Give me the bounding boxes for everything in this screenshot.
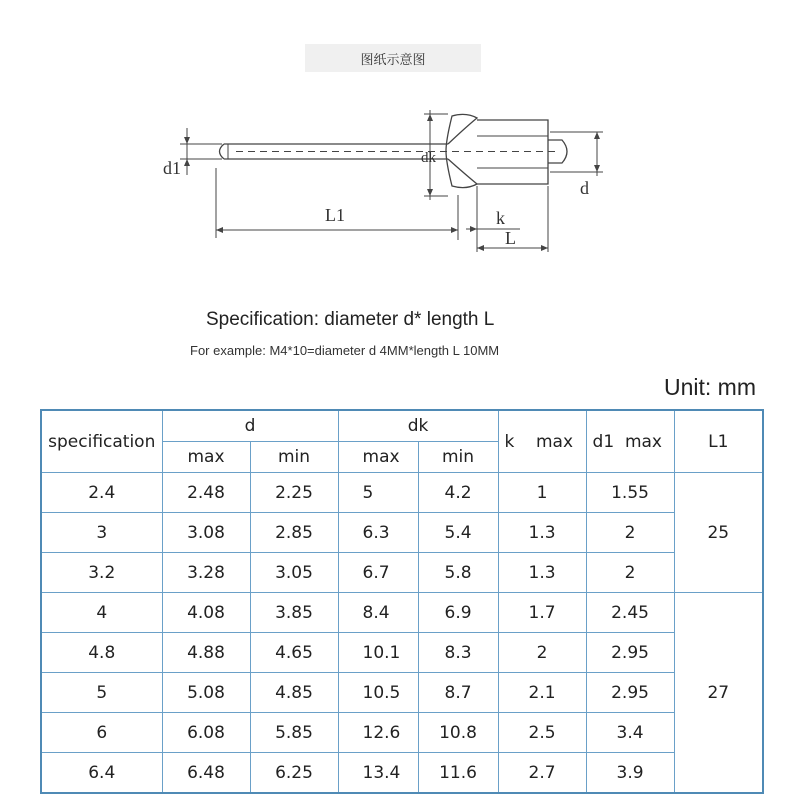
cell-dk-max: 10.1	[338, 633, 418, 673]
diagram-caption: 图纸示意图	[305, 44, 481, 72]
cell-k-max: 2	[498, 633, 586, 673]
cell-d-min: 3.05	[250, 553, 338, 593]
cell-dk-max: 6.7	[338, 553, 418, 593]
cell-d1-max: 3.4	[586, 713, 674, 753]
table-row	[41, 713, 763, 753]
header-d1-max: d1 max	[586, 410, 674, 473]
cell-d1-max: 3.9	[586, 753, 674, 794]
cell-k-max: 1.3	[498, 553, 586, 593]
cell-d-min: 6.25	[250, 753, 338, 794]
label-d1: d1	[163, 158, 181, 178]
header-dk: dk	[338, 410, 498, 442]
cell-d-max: 6.08	[162, 713, 250, 753]
header-dk-max: max	[338, 442, 418, 473]
cell-dk-min: 8.3	[418, 633, 498, 673]
table-row	[41, 753, 763, 794]
cell-spec: 2.4	[41, 473, 162, 513]
table-row	[41, 633, 763, 673]
cell-dk-min: 5.8	[418, 553, 498, 593]
cell-dk-max: 13.4	[338, 753, 418, 794]
cell-d1-max: 2	[586, 513, 674, 553]
cell-k-max: 2.1	[498, 673, 586, 713]
cell-d1-max: 2.45	[586, 593, 674, 633]
cell-d-min: 2.25	[250, 473, 338, 513]
cell-k-max: 1.7	[498, 593, 586, 633]
cell-k-max: 2.5	[498, 713, 586, 753]
cell-k-max: 1	[498, 473, 586, 513]
cell-spec: 4.8	[41, 633, 162, 673]
rivet-diagram	[0, 0, 800, 300]
cell-dk-min: 8.7	[418, 673, 498, 713]
header-d: d	[162, 410, 338, 442]
cell-spec: 3	[41, 513, 162, 553]
header-specification: specification	[41, 410, 162, 473]
cell-d-max: 2.48	[162, 473, 250, 513]
cell-d-max: 5.08	[162, 673, 250, 713]
cell-dk-max: 10.5	[338, 673, 418, 713]
cell-d-min: 4.85	[250, 673, 338, 713]
header-row-top	[41, 410, 763, 442]
spec-title: Specification: diameter d* length L	[206, 309, 495, 330]
label-d: d	[580, 178, 589, 198]
unit-label: Unit: mm	[664, 374, 756, 400]
cell-d-max: 4.08	[162, 593, 250, 633]
cell-dk-max: 8.4	[338, 593, 418, 633]
label-L1: L1	[325, 205, 345, 225]
header-L1: L1	[674, 410, 763, 473]
cell-d-min: 4.65	[250, 633, 338, 673]
spec-table	[40, 409, 764, 794]
cell-dk-min: 4.2	[418, 473, 498, 513]
label-dk: dk	[421, 150, 436, 166]
cell-dk-min: 10.8	[418, 713, 498, 753]
cell-d-min: 2.85	[250, 513, 338, 553]
cell-d1-max: 2.95	[586, 673, 674, 713]
cell-spec: 6.4	[41, 753, 162, 794]
cell-d-max: 3.28	[162, 553, 250, 593]
cell-dk-max: 5	[338, 473, 418, 513]
cell-L1-group: 25	[674, 473, 763, 593]
cell-d-min: 3.85	[250, 593, 338, 633]
cell-dk-min: 5.4	[418, 513, 498, 553]
cell-L1-group: 27	[674, 593, 763, 794]
table-row	[41, 593, 763, 633]
cell-spec: 4	[41, 593, 162, 633]
spec-example: For example: M4*10=diameter d 4MM*length L 10MM	[190, 343, 500, 358]
table-row	[41, 673, 763, 713]
cell-k-max: 1.3	[498, 513, 586, 553]
header-k-max: k max	[498, 410, 586, 473]
header-d-min: min	[250, 442, 338, 473]
cell-spec: 5	[41, 673, 162, 713]
cell-spec: 3.2	[41, 553, 162, 593]
cell-d1-max: 1.55	[586, 473, 674, 513]
cell-d-max: 4.88	[162, 633, 250, 673]
label-k: k	[496, 208, 505, 228]
table-row	[41, 513, 763, 553]
cell-dk-max: 12.6	[338, 713, 418, 753]
cell-k-max: 2.7	[498, 753, 586, 794]
cell-d-max: 6.48	[162, 753, 250, 794]
cell-dk-max: 6.3	[338, 513, 418, 553]
table-row	[41, 473, 763, 513]
cell-spec: 6	[41, 713, 162, 753]
header-dk-min: min	[418, 442, 498, 473]
cell-d1-max: 2.95	[586, 633, 674, 673]
table-row	[41, 553, 763, 593]
header-d-max: max	[162, 442, 250, 473]
cell-d-min: 5.85	[250, 713, 338, 753]
cell-d-max: 3.08	[162, 513, 250, 553]
cell-d1-max: 2	[586, 553, 674, 593]
cell-dk-min: 11.6	[418, 753, 498, 794]
cell-dk-min: 6.9	[418, 593, 498, 633]
label-L: L	[505, 228, 516, 248]
